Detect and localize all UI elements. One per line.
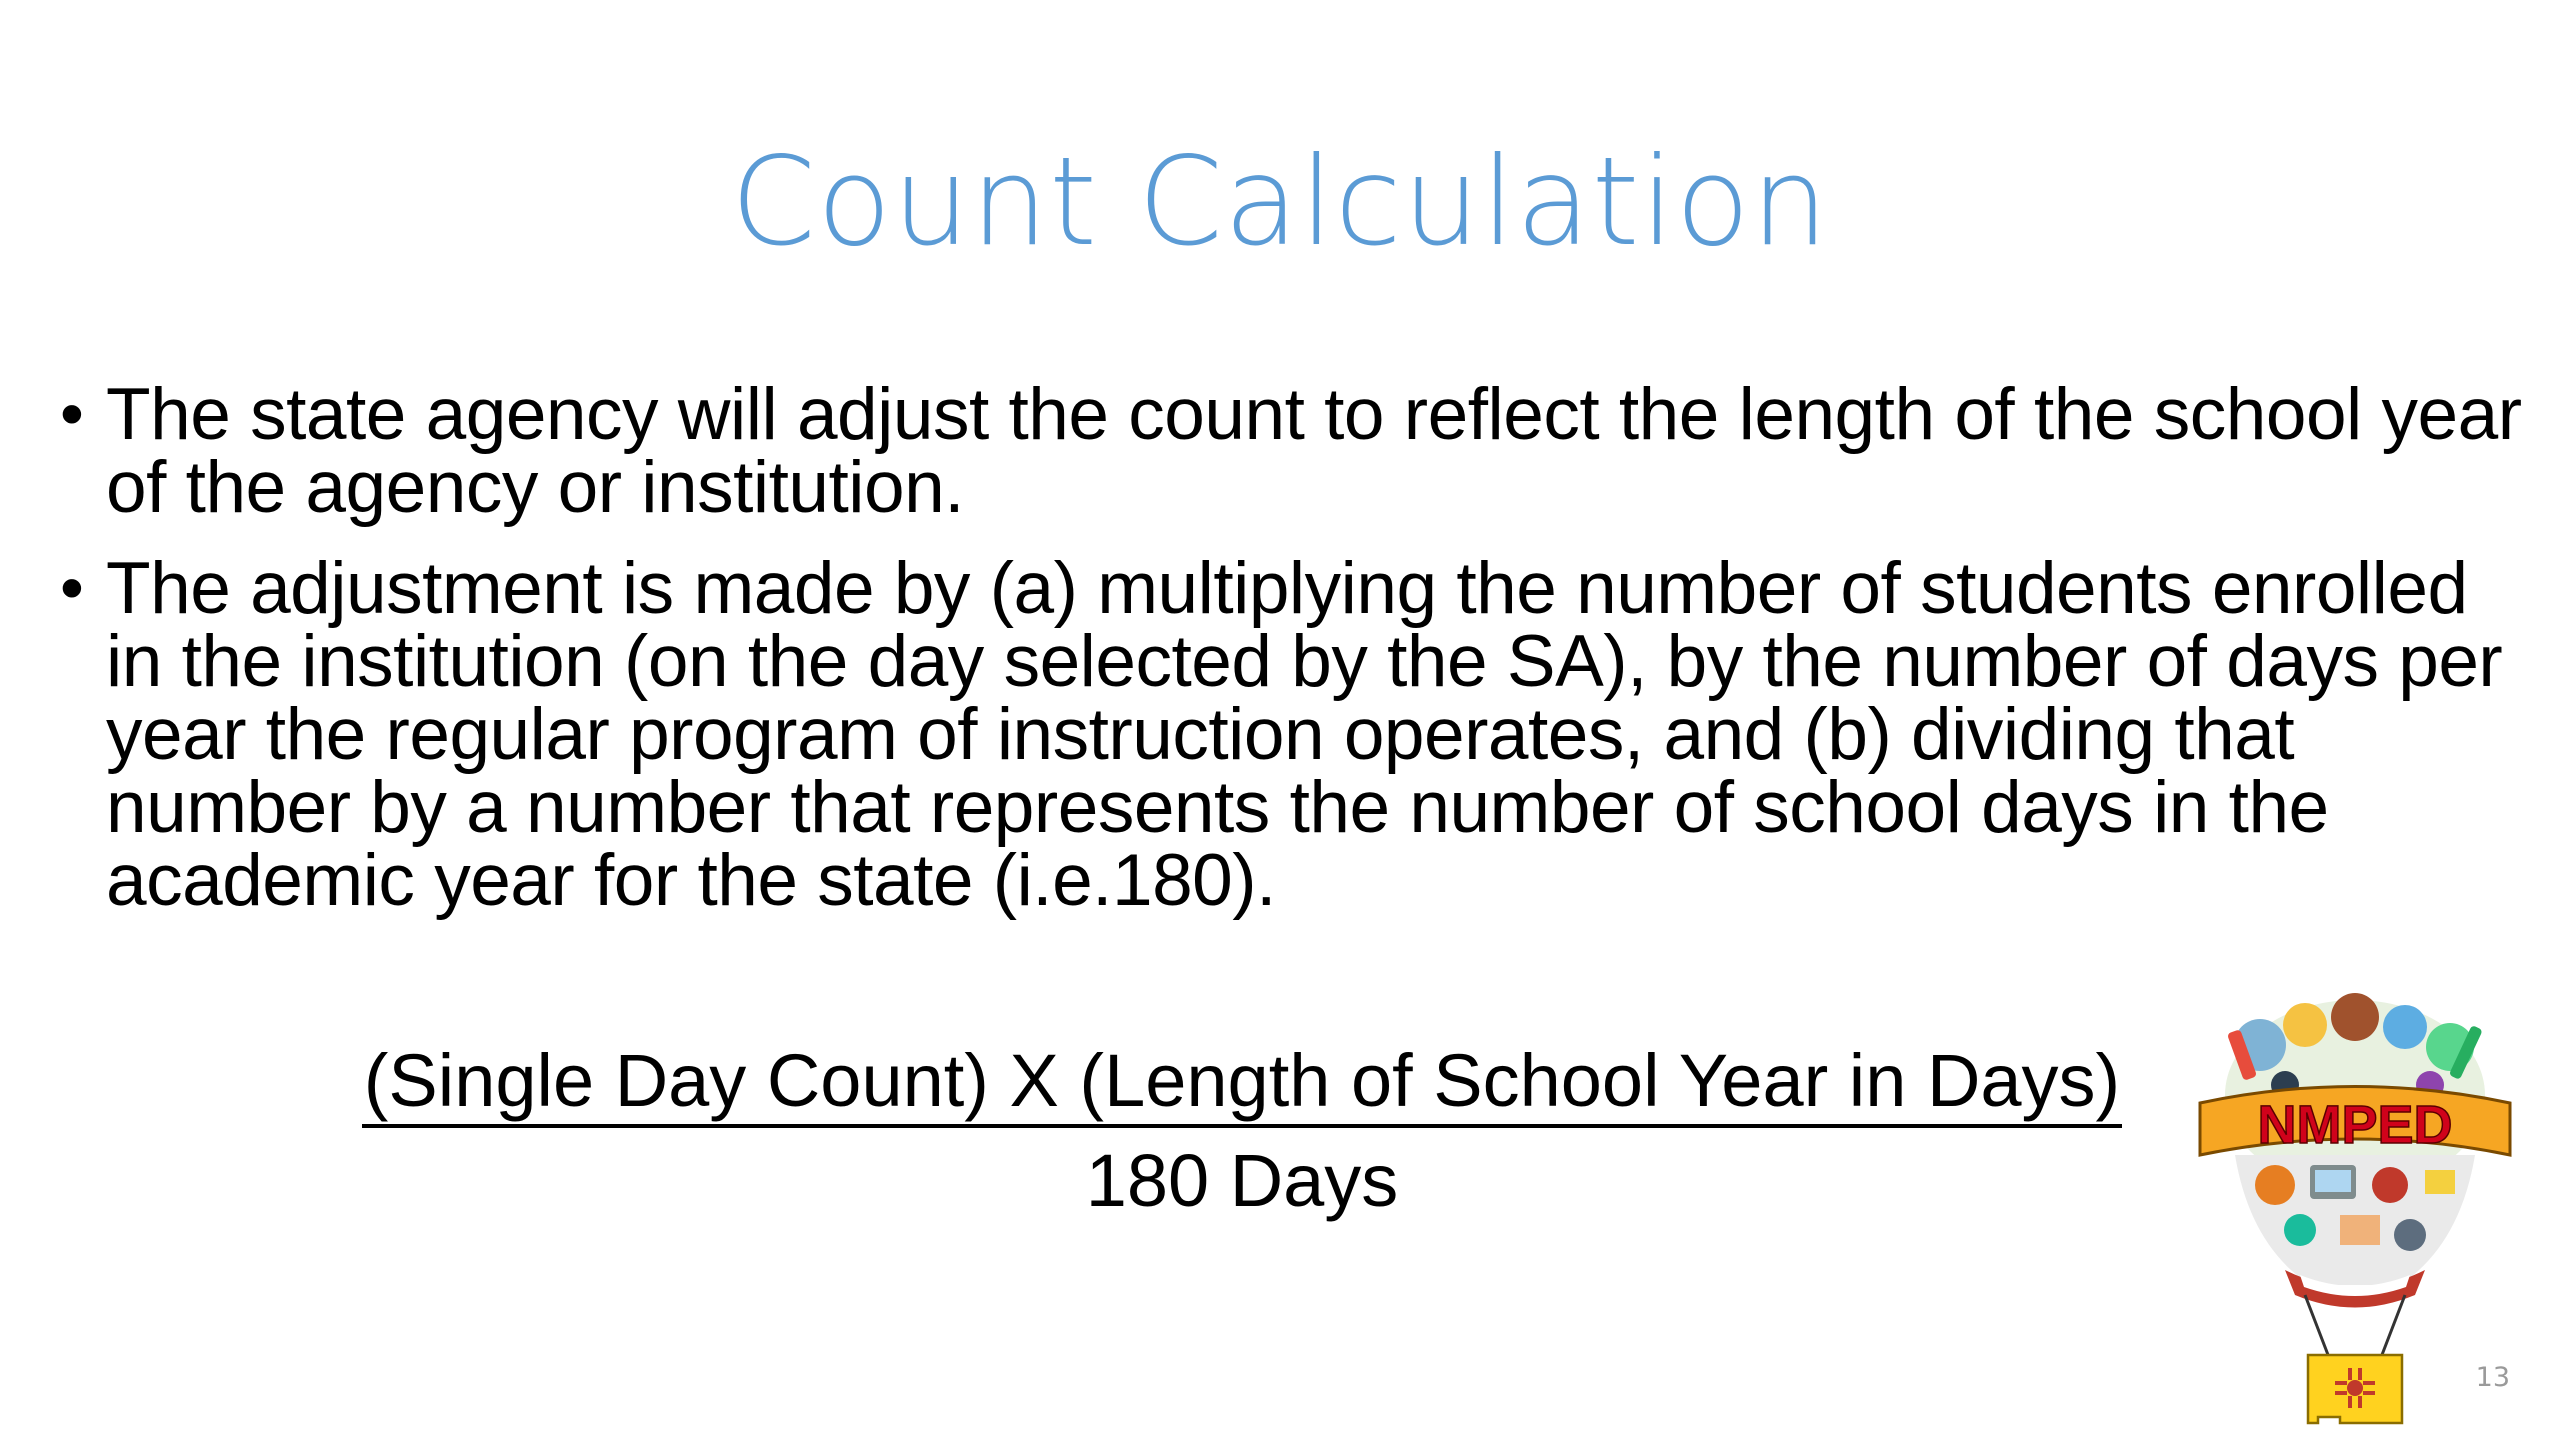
- bullet-text: The state agency will adjust the count to reflect the length of the school year of the agency or institution.: [106, 374, 2522, 528]
- bullet-text: The adjustment is made by (a) multiplying the number of students enrolled in the institution (on the day selected by the SA), by the number of days per year the regular program of instruction operates, and (b) dividing that number by a number that represents the number of school days in the academic year for the state (i.e.180).: [106, 548, 2503, 921]
- bullet-list: [52, 374, 2532, 945]
- bullet-item: [52, 374, 2532, 528]
- state-basket: [2308, 1355, 2402, 1423]
- bullet-marker: •: [60, 376, 84, 452]
- bullet-marker: •: [60, 550, 84, 626]
- logo-text: NMPED: [2257, 1095, 2453, 1155]
- count-formula: [0, 1038, 2484, 1224]
- page-number: 13: [2475, 1362, 2510, 1393]
- formula-denominator: 180 Days: [1085, 1139, 1399, 1222]
- nmped-banner: [2200, 1087, 2510, 1156]
- formula-numerator: (Single Day Count) X (Length of School Year in Days): [362, 1038, 2122, 1128]
- nmped-logo: [2190, 985, 2520, 1435]
- slide-title: Count Calculation: [730, 131, 1830, 273]
- bullet-item: [52, 548, 2532, 921]
